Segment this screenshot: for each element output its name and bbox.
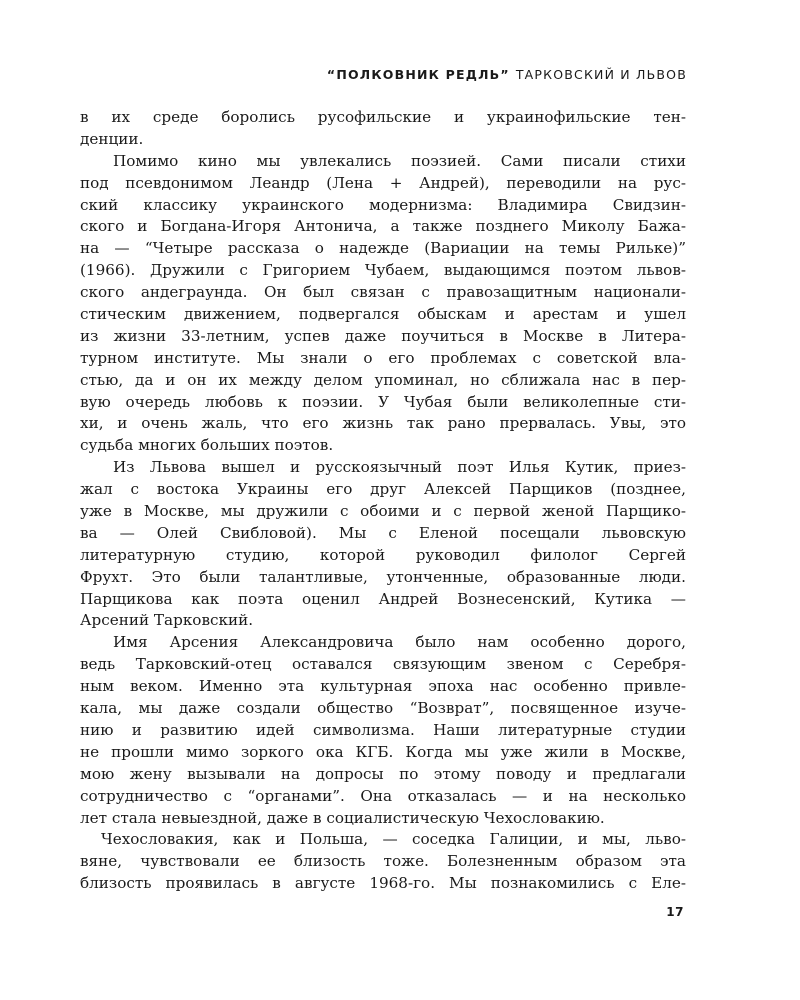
- text-line: ского и Богдана-Игоря Антонича, а также позднего Миколу Бажа-: [80, 217, 686, 236]
- text-line: ского андеграунда. Он был связан с правозащитным национали-: [80, 283, 686, 302]
- text-line: из жизни 33-летним, успев даже поучиться в Москве в Литера-: [80, 326, 686, 345]
- text-line: вую очередь любовь к поэзии. У Чубая были великолепные сти-: [80, 392, 686, 411]
- text-line: под псевдонимом Леандр (Лена + Андрей), переводили на рус-: [80, 173, 686, 192]
- text-line: ва — Олей Свибловой). Мы с Еленой посещали львовскую: [80, 523, 686, 542]
- text-line: близость проявилась в августе 1968-го. Мы познакомились с Еле-: [80, 874, 686, 893]
- text-line: турном институте. Мы знали о его проблемах с советской вла-: [80, 348, 686, 367]
- text-line: стическим движением, подвергался обыскам и арестам и ушел: [80, 305, 686, 324]
- running-head-book-title: “ПОЛКОВНИК РЕДЛЬ”: [326, 67, 510, 82]
- page-number: 17: [666, 905, 684, 919]
- text-line: (1966). Дружили с Григорием Чубаем, выдающимся поэтом львов-: [80, 261, 686, 280]
- text-line: судьба многих больших поэтов.: [80, 436, 334, 455]
- text-line: хи, и очень жаль, что его жизнь так рано прервалась. Увы, это: [80, 414, 686, 433]
- text-line: лет стала невыездной, даже в социалистическую Чехословакию.: [80, 808, 605, 827]
- text-line: Из Львова вышел и русскоязычный поэт Илья Кутик, приез-: [113, 458, 686, 477]
- text-line: ский классику украинского модернизма: Владимира Свидзин-: [80, 195, 686, 214]
- text-line: на — “Четыре рассказа о надежде (Вариации на темы Рильке)”: [80, 239, 686, 258]
- running-head-chapter-title: ТАРКОВСКИЙ И ЛЬВОВ: [515, 67, 687, 82]
- text-line: в их среде боролись русофильские и украинофильские тен-: [80, 108, 686, 126]
- text-line: Помимо кино мы увлекались поэзией. Сами писали стихи: [113, 151, 686, 170]
- text-line: не прошли мимо зоркого ока КГБ. Когда мы уже жили в Москве,: [80, 742, 686, 761]
- text-line: сотрудничество с “органами”. Она отказалась — и на несколько: [80, 786, 686, 805]
- text-line: ведь Тарковский-отец оставался связующим звеном с Серебря-: [80, 655, 686, 674]
- text-line: Имя Арсения Александровича было нам особенно дорого,: [113, 633, 686, 652]
- text-line: Чехословакия, как и Польша, — соседка Галиции, и мы, льво-: [101, 830, 686, 849]
- body-text: [80, 107, 686, 895]
- text-line: Фрухт. Это были талантливые, утонченные, образованные люди.: [80, 567, 686, 586]
- text-line: мою жену вызывали на допросы по этому поводу и предлагали: [80, 764, 686, 783]
- text-line: стью, да и он их между делом упоминал, но сближала нас в пер-: [80, 370, 686, 389]
- text-line: уже в Москве, мы дружили с обоими и с первой женой Парщико-: [80, 502, 686, 521]
- text-line: кала, мы даже создали общество “Возврат”, посвященное изуче-: [80, 699, 686, 718]
- text-line: ным веком. Именно эта культурная эпоха нас особенно привле-: [80, 677, 686, 696]
- text-line: нию и развитию идей символизма. Наши литературные студии: [80, 720, 686, 739]
- text-line: жал с востока Украины его друг Алексей Парщиков (позднее,: [80, 480, 686, 499]
- text-line: литературную студию, которой руководил филолог Сергей: [80, 545, 686, 564]
- text-line: Арсений Тарковский.: [80, 611, 254, 630]
- text-line: Парщикова как поэта оценил Андрей Вознесенский, Кутика —: [80, 589, 686, 608]
- text-line: вяне, чувствовали ее близость тоже. Болезненным образом эта: [80, 852, 686, 871]
- running-head: [327, 67, 687, 82]
- text-line: денции.: [80, 129, 144, 148]
